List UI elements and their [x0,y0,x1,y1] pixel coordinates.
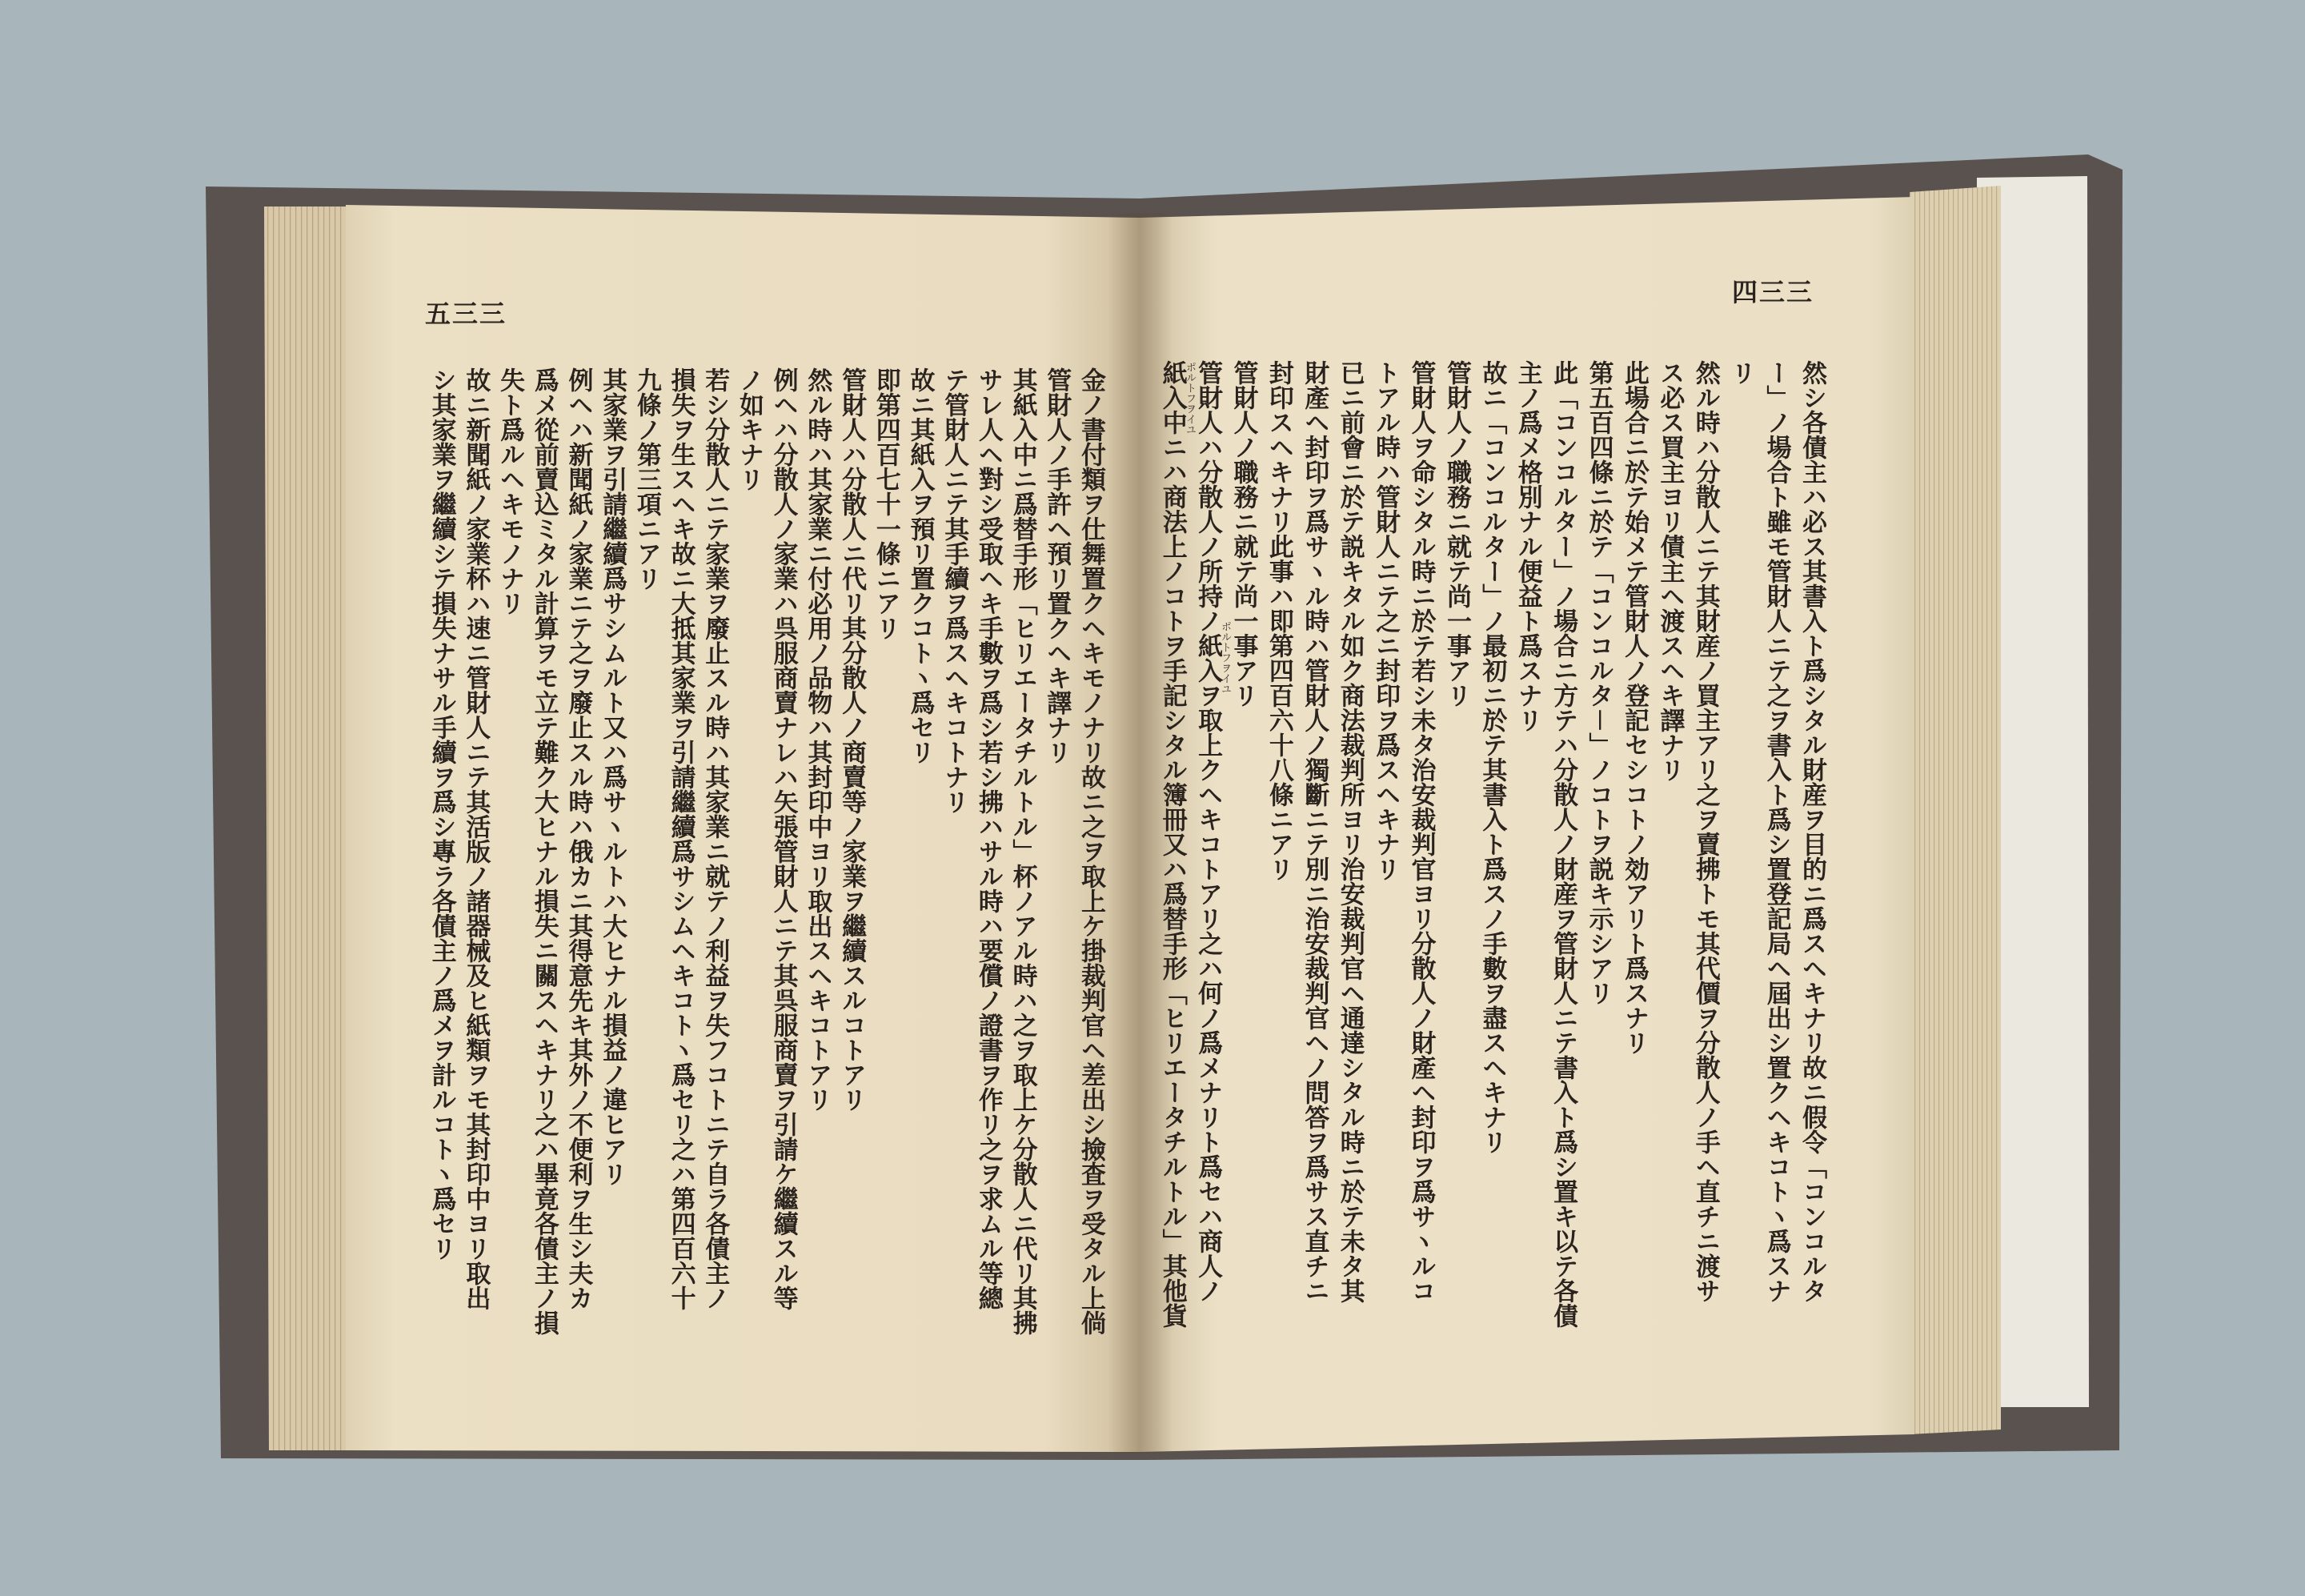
text-column: 管財人ハ分散人ニ代リ其分散人ノ商賣等ノ家業ヲ繼續スルコトアリ [837,367,867,1112]
text-column: 損失ヲ生スヘキ故ニ大抵其家業ヲ引請繼續爲サシムヘキコトヽ爲セリ之ハ第四百六十 [666,367,696,1310]
text-column: 然ル時ハ分散人ニテ其財産ノ買主アリ之ヲ賣拂トモ其代價ヲ分散人ノ手ヘ直チニ渡サ [1690,360,1720,1303]
text-column: 然ル時ハ其家業ニ付必用ノ品物ハ其封印中ヨリ取出スヘキコトアリ [803,367,832,1112]
furigana-annotation: ポルトフヲイユ [1184,362,1196,435]
text-column: 已ニ前會ニ於テ説キタル如ク商法裁判所ヨリ治安裁判官ヘ通達シタル時ニ於テ未タ其 [1335,360,1365,1303]
text-column: リ [1726,360,1756,385]
text-column: 封印スヘキナリ此事ハ即第四百六十八條ニアリ [1264,360,1293,881]
left-page-text [424,367,1108,1368]
text-column: シ其家業ヲ繼續シテ損失ナサル手續ヲ爲シ專ラ各債主ノ爲メヲ計ルコトヽ爲セリ [427,367,456,1261]
text-column: 此「コンコルター」ノ場合ニ方テハ分散人ノ財産ヲ管財人ニテ書入ト爲シ置キ以テ各債 [1549,360,1578,1328]
text-column: 主ノ爲メ格別ナル便益ト爲スナリ [1513,360,1542,732]
text-column: トアル時ハ管財人ニテ之ニ封印ヲ爲スヘキナリ [1371,360,1401,881]
text-column: 然シ各債主ハ必ス其書入ト爲シタル財産ヲ目的ニ爲スヘキナリ故ニ假令「コンコルタ [1798,360,1826,1303]
text-column: 即第四百七十一條ニアリ [871,367,900,640]
text-column: 第五百四條ニ於テ「コンコルタ－」ノコトヲ説キ示シアリ [1584,360,1614,1005]
text-column: 紙入中ニハ商法上ノコトヲ手記シタル簿冊又ハ爲替手形「ヒリエータチルトル」其他貨 [1157,360,1187,1328]
text-column: 此場合ニ於テ始メテ管財人ノ登記セシコトノ効アリト爲スナリ [1619,360,1649,1055]
text-column: 管財人ノ手許ヘ預リ置クヘキ譯ナリ [1042,367,1072,764]
right-page-text [1154,360,1830,1361]
text-column: 故ニ其紙入ヲ預リ置クコトヽ爲セリ [905,367,935,764]
left-page-edges [264,207,349,1450]
text-column: 其紙入中ニ爲替手形「ヒリエータチルトル」杯ノアル時ハ之ヲ取上ケ分散人ニ代リ其拂 [1008,367,1037,1335]
text-column: 例ヘハ新聞紙ノ家業ニテ之ヲ廢止スル時ハ俄カニ其得意先キ其外ノ不便利ヲ生シ夫カ [563,367,593,1310]
text-column: 故ニ新聞紙ノ家業杯ハ速ニ管財人ニテ其活版ノ諸器械及ヒ紙類ヲモ其封印中ヨリ取出 [461,367,491,1310]
right-page-edges [1910,186,2001,1434]
text-column: サレ人ヘ對シ受取ヘキ手數ヲ爲シ若シ拂ハサル時ハ要償ノ證書ヲ作リ之ヲ求ムル等總 [973,367,1003,1310]
text-column: 管財人ノ職務ニ就テ尚一事アリ [1229,360,1258,708]
text-column: ー」ノ場合ト雖モ管財人ニテ之ヲ書入ト爲シ置登記局ヘ屆出シ置クヘキコトヽ爲スナ [1762,360,1791,1303]
text-column: 九條ノ第三項ニアリ [631,367,661,591]
text-column: 財產ヘ封印ヲ爲サヽル時ハ管財人ノ獨斷ニテ別ニ治安裁判官ヘノ問答ヲ爲サス直チニ [1300,360,1329,1303]
text-column: 故ニ「コンコルター」ノ最初ニ於テ其書入ト爲スノ手數ヲ盡スヘキナリ [1477,360,1507,1154]
text-column: 若シ分散人ニテ家業ヲ廢止スル時ハ其家業ニ就テノ利益ヲ失フコトニテ自ラ各債主ノ [700,367,730,1310]
text-column: 例ヘハ分散人ノ家業ハ呉服商賣ナレハ矢張管財人ニテ其呉服商賣ヲ引請ケ繼續スル等 [768,367,798,1310]
text-column: 失ト爲ルヘキモノナリ [495,367,525,616]
text-column: 爲メ從前賣込ミタル計算ヲモ立テ難ク大ヒナル損失ニ關スヘキナリ之ハ畢竟各債主ノ損 [529,367,559,1335]
text-column: テ管財人ニテ其手續ヲ爲スヘキコトナリ [940,367,969,814]
right-page-number: 三三四 [1732,277,1814,307]
text-column: ス必ス買主ヨリ債主ヘ渡スヘキ譯ナリ [1655,360,1685,782]
text-column: 其家業ヲ引請繼續爲サシムルト又ハ爲サヽルトハ大ヒナル損益ノ違ヒアリ [598,367,627,1186]
text-column: 管財人ヲ命シタル時ニ於テ若シ未タ治安裁判官ヨリ分散人ノ財產ヘ封印ヲ爲サヽルコ [1406,360,1436,1303]
text-column: ノ如キナリ [734,367,764,491]
furigana-annotation: ポルトフヲイユ [1219,621,1231,694]
left-page-number: 三三五 [425,299,507,329]
text-column: 管財人ノ職務ニ就テ尚一事アリ [1441,360,1471,708]
text-column: 金ノ書付類ヲ仕舞置クヘキモノナリ故ニ之ヲ取上ケ掛裁判官ヘ差出シ撿査ヲ受タル上倘 [1076,367,1105,1335]
text-column: 管財人ハ分散人ノ所持ノ紙入ヲ取上クヘキコトアリ之ハ何ノ爲メナリト爲セハ商人ノ [1193,360,1223,1303]
